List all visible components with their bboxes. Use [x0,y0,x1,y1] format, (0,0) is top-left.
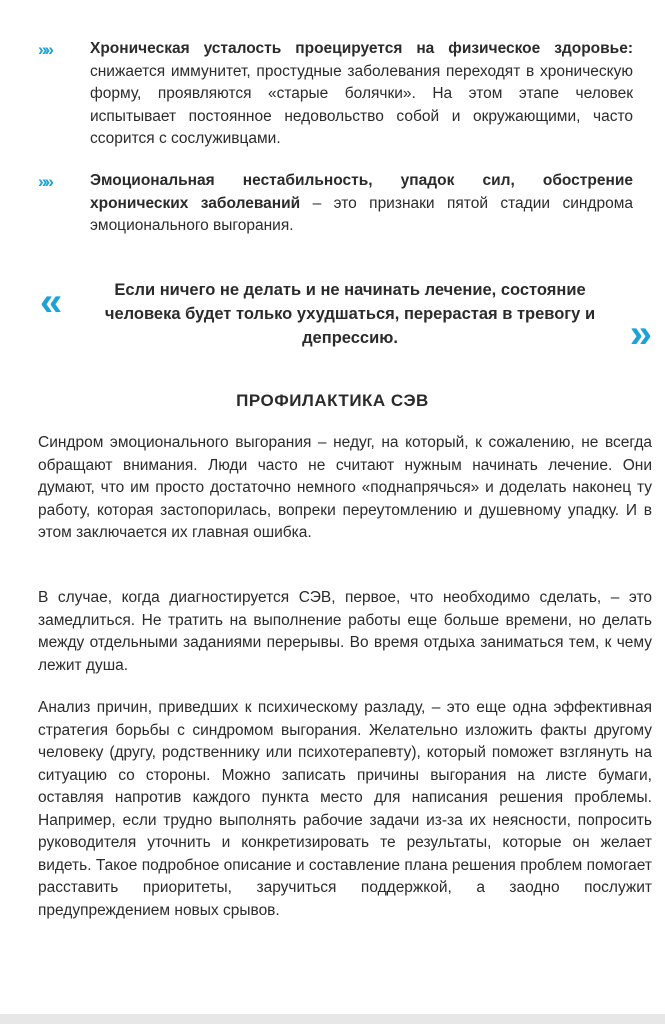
paragraph-2: В случае, когда диагностируется СЭВ, первое, что необходимо сделать, – это замедлиться. Не тратить на выполнение работы еще больше времени, но делать между отдельными заданиями перерывы. Во время отдыха заниматься тем, к чему лежит душа. [38,589,652,674]
paragraph-3: Анализ причин, приведших к психическому разладу, – это еще одна эффективная стратегия борьбы с синдромом выгорания. Желательно изложить факты другому человеку (другу, родственнику или психотерапевту), который поможет взглянуть на ситуацию со стороны. Можно записать причины выгорания на листе бумаги, оставляя напротив каждого пункта место для написания решения проблемы. Например, если трудно выполнять рабочие задачи из-за их неясности, попросить руководителя уточнить и конкретизировать те результаты, которые он желает видеть. Такое подробное описание и составление плана решения проблем помогает расставить приоритеты, заручиться поддержкой, а заодно послужит предупреждением новых срывов. [38,699,652,919]
bullet-body: снижается иммунитет, простудные заболевания переходят в хроническую форму, проявляются «старые болячки». На этом этапе человек испытывает постоянное недовольство собой и окружающими, часто ссорится с сослуживцами. [90,62,633,147]
bullet-item-emotional-instability [38,170,633,238]
bullet-body: – это признаки пятой стадии синдрома эмоционального выгорания. [90,194,633,234]
double-chevron-right-icon: »» [38,172,51,191]
quote-text: Если ничего не делать и не начинать лечение, состояние человека будет только ухудшаться, перерастая в тревогу и депрессию. [104,281,596,347]
bullet-bold-lead: Хроническая усталость проецируется на физическое здоровье: [90,40,633,57]
page-bottom-edge [0,1014,665,1024]
pull-quote [40,278,652,356]
bullet-text [90,170,633,238]
section-title: ПРОФИЛАКТИКА СЭВ [236,391,429,410]
quote-open-icon: « [40,280,63,324]
paragraph-1: Синдром эмоционального выгорания – недуг, на который, к сожалению, не всегда обращают внимания. Люди часто не считают нужным начинать лечение. Они думают, что им просто достаточно немного «поднапрячься» и доделать наконец ту работу, которая застопорилась, вопреки переутомлению и душевному упадку. И в этом заключается их главная ошибка. [38,434,652,541]
double-chevron-right-icon: »» [38,40,51,59]
quote-close-icon: » [629,312,652,356]
bullet-item-chronic-fatigue [38,38,633,151]
bullet-bold-lead: Эмоциональная нестабильность, упадок сил, обострение хронических заболеваний [90,172,633,212]
bullet-text [90,38,633,151]
